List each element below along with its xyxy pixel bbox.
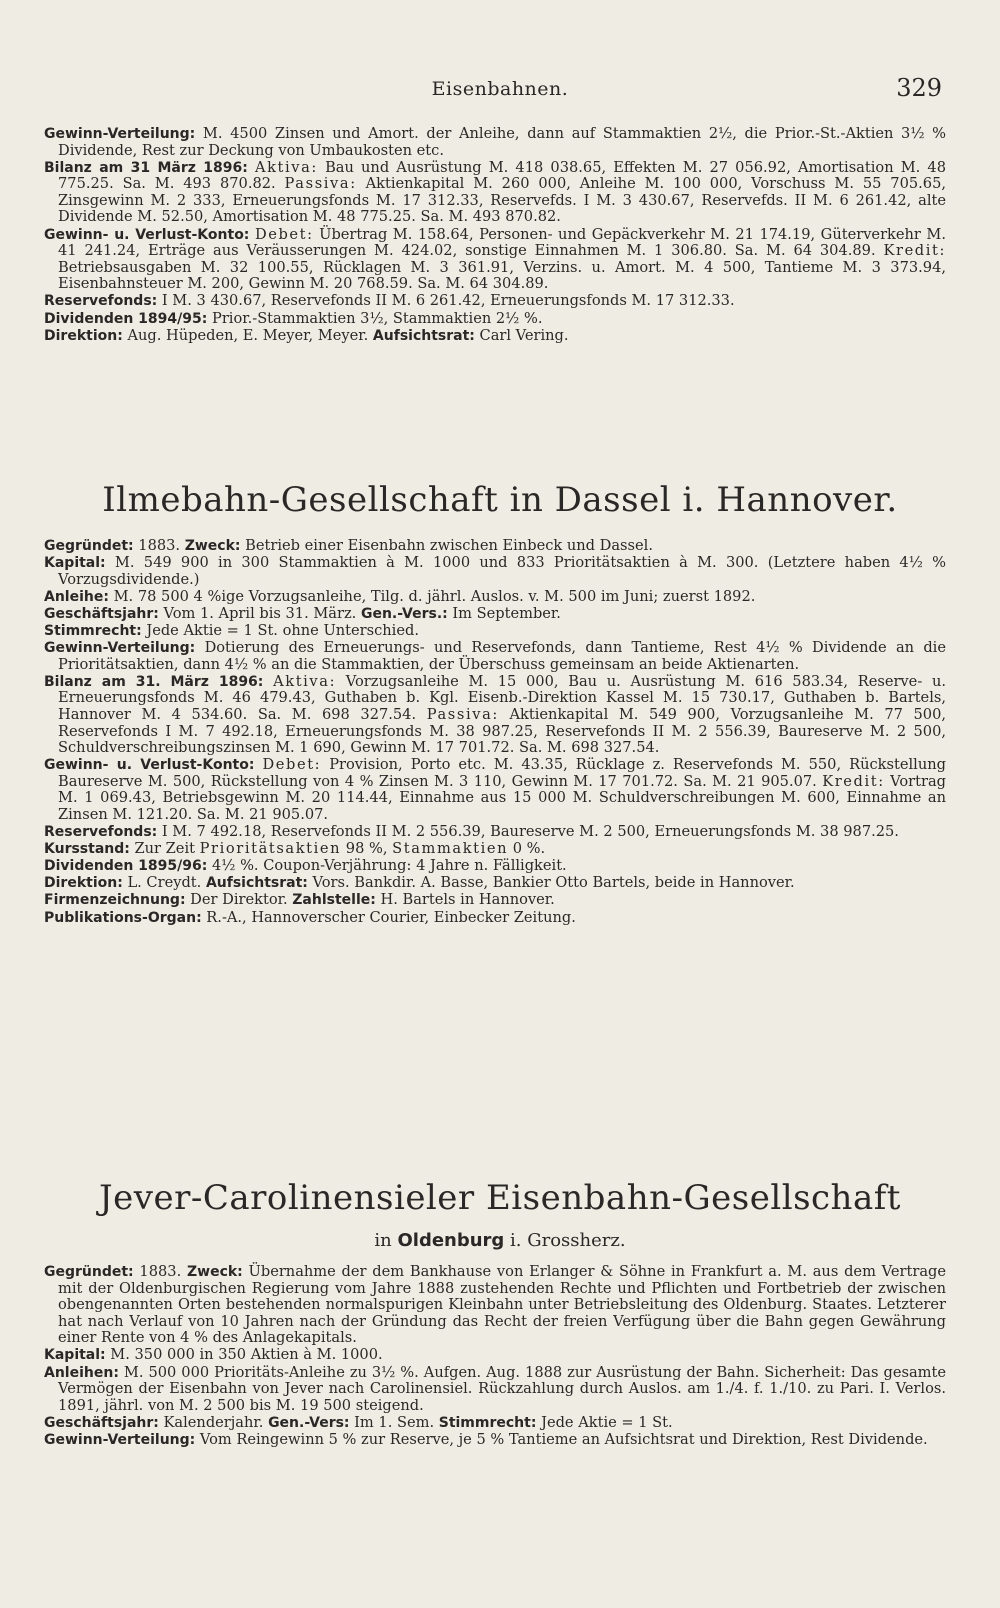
entry-label: Bilanz am 31 März 1896: xyxy=(44,159,248,176)
entry-label: Stimmrecht: xyxy=(438,1414,537,1431)
entry-text xyxy=(263,673,273,690)
entry-label: Anleihen: xyxy=(44,1364,119,1381)
entry-text: Betriebsausgaben M. 32 100.55, Rücklagen M. 3 361.91, Verzins. u. Amort. M. 4 500, Tantieme M. 3 373.94, Eisenbahnsteuer M. 200, Gewinn M. 20 768.59. Sa. M. 64 304.89. xyxy=(58,258,946,293)
section-jever xyxy=(44,1264,946,1449)
entry-label: Gewinn- u. Verlust-Konto: xyxy=(44,226,250,243)
entry-label: Gewinn-Verteilung: xyxy=(44,126,196,142)
company-location-jever xyxy=(0,1230,1000,1251)
entry-subheading: Kredit: xyxy=(883,242,946,260)
entry-label: Kapital: xyxy=(44,555,106,572)
entry xyxy=(44,1347,946,1364)
entry-label: Gewinn- u. Verlust-Konto: xyxy=(44,757,255,774)
entry xyxy=(44,1365,946,1415)
entry-subheading: Debet: xyxy=(262,756,322,774)
section-ilmebahn xyxy=(44,538,946,927)
entry-label: Geschäftsjahr: xyxy=(44,1414,159,1431)
entry xyxy=(44,623,946,640)
company-title-jever: Jever-Carolinensieler Eisenbahn-Gesellschaft xyxy=(99,1178,901,1218)
entry-subheading: Aktiva: xyxy=(273,672,337,690)
entry-text: Übernahme der dem Bankhause von Erlanger & Söhne in Frankfurt a. M. aus dem Vertrage mit der Oldenburgischen Regierung vom Jahre 1888 zustehenden Rechte und Pflichten und Fortbetrieb der zwischen obengenannten Orten bestehenden normalspurigen Kleinbahn unter Betriebsleitung des Oldenburg. Staates. Letzterer hat nach Verlauf von 10 Jahren nach der Gründung das Recht der freien Verfügung über die Bahn gegen Gewährung einer Rente von 4 % des Anlagekapitals. xyxy=(58,1263,947,1347)
entry-subheading: Passiva: xyxy=(284,175,357,193)
entry-label: Reservefonds: xyxy=(44,293,158,310)
entry-text: Aktienkapital M. 549 900, Vorzugsanleihe M. 77 500, Reservefonds I M. 7 492.18, Erneuerungsfonds M. 38 987.25, Reservefonds II M. 2 556.39, Baureserve M. 2 500, Schuldverschreibungszinsen M. 1 690, Gewinn M. 17 701.72. Sa. M. 698 327.54. xyxy=(58,705,946,757)
entry-text: Provision, Porto etc. M. 43.35, Rücklage z. Reservefonds M. 550, Rückstellung Baureserve M. 500, Rückstellung von 4 % Zinsen M. 3 110, Gewinn M. 17 701.72. Sa. M. 21 905.07. xyxy=(58,756,946,790)
entry-label: Publikations-Organ: xyxy=(44,909,202,926)
entry-text: Vom 1. April bis 31. März. xyxy=(158,604,361,622)
entry xyxy=(44,875,946,892)
entry-label: Zweck: xyxy=(186,1264,243,1280)
entry-label: Bilanz am 31. März 1896: xyxy=(44,673,264,690)
entry-text: Dotierung des Erneuerungs- und Reservefonds, dann Tantieme, Rest 4½ % Dividende an die Prioritätsaktien, dann 4½ % an die Stammaktien, der Überschuss gemeinsam an beide Aktienarten. xyxy=(58,639,946,673)
entry xyxy=(44,311,946,328)
entry-subheading: Kredit: xyxy=(822,772,885,790)
entry xyxy=(44,126,946,159)
entry xyxy=(44,640,946,673)
entry-text: M. 549 900 in 300 Stammaktien à M. 1000 und 833 Prioritätsaktien à M. 300. (Letztere haben 4½ % Vorzugsdividende.) xyxy=(58,554,946,588)
entry xyxy=(44,555,946,588)
entry-text: M. 350 000 in 350 Aktien à M. 1000. xyxy=(105,1346,383,1364)
entry-text: Der Direktor. xyxy=(185,891,293,909)
entry xyxy=(44,160,946,226)
entry-text: M. 4500 Zinsen und Amort. der Anleihe, dann auf Stammaktien 2½, die Prior.-St.-Aktien 3½ % Dividende, Rest zur Deckung von Umbaukosten etc. xyxy=(58,125,946,159)
entry-subheading: Aktiva: xyxy=(254,158,318,176)
entry-text: 1883. xyxy=(133,1263,187,1280)
entry-text: I M. 7 492.18, Reservefonds II M. 2 556.39, Baureserve M. 2 500, Erneuerungsfonds M. 38 987.25. xyxy=(157,823,899,841)
entry-text: Übertrag M. 158.64, Personen- und Gepäckverkehr M. 21 174.19, Güterverkehr M. 41 241.24, Erträge aus Veräusserungen M. 424.02, sonstige Einnahmen M. 1 306.80. Sa. M. 64 304.89. xyxy=(58,225,946,260)
entry xyxy=(44,1432,946,1449)
entry-text: Im September. xyxy=(447,604,561,622)
section-eisenbahn-continued xyxy=(44,126,946,345)
entry-label: Kapital: xyxy=(44,1347,106,1364)
entry-text: Kalenderjahr. xyxy=(158,1413,269,1431)
entry xyxy=(44,910,946,927)
entry xyxy=(44,841,946,858)
entry-label: Zahlstelle: xyxy=(292,892,376,909)
entry-text: M. 78 500 4 %ige Vorzugsanleihe, Tilg. d. jährl. Auslos. v. M. 500 im Juni; zuerst 1892. xyxy=(108,587,756,605)
entry-text: M. 500 000 Prioritäts-Anleihe zu 3½ %. Aufgen. Aug. 1888 zur Ausrüstung der Bahn. Sicherheit: Das gesamte Vermögen der Eisenbahn von Jever nach Carolinensiel. Rückzahlung durch Auslos. am 1./4. f. 1./10. zu Pari. I. Verlos. 1891, jährl. von M. 2 500 bis M. 19 500 steigend. xyxy=(58,1363,946,1414)
entry-label: Gegründet: xyxy=(44,538,134,554)
entry-text: L. Creydt. xyxy=(122,874,206,892)
entry-label: Firmenzeichnung: xyxy=(44,892,186,909)
entry-text: 1883. xyxy=(133,537,185,554)
entry-text: Betrieb einer Eisenbahn zwischen Einbeck und Dassel. xyxy=(240,537,653,554)
entry xyxy=(44,293,946,310)
entry-text: Aktienkapital M. 260 000, Anleihe M. 100 000, Vorschuss M. 55 705.65, Zinsgewinn M. 2 333, Erneuerungsfonds M. 17 312.33, Reservefds. I M. 3 430.67, Reservefds. II M. 6 261.42, alte Dividende M. 52.50, Amortisation M. 48 775.25. Sa. M. 493 870.82. xyxy=(58,175,947,226)
entry-text: Im 1. Sem. xyxy=(349,1413,439,1431)
entry-text: Bau und Ausrüstung M. 418 038.65, Effekten M. 27 056.92, Amortisation M. 48 775.25. Sa. M. 493 870.82. xyxy=(58,158,947,193)
entry xyxy=(44,824,946,841)
entry-text: I M. 3 430.67, Reservefonds II M. 6 261.42, Erneuerungsfonds M. 17 312.33. xyxy=(157,292,735,310)
entry-text: Prior.-Stammaktien 3½, Stammaktien 2½ %. xyxy=(207,309,543,327)
location-suffix: i. Grossherz. xyxy=(504,1230,626,1251)
entry-text: Vors. Bankdir. A. Basse, Bankier Otto Bartels, beide in Hannover. xyxy=(307,874,795,892)
entry-text xyxy=(248,159,255,176)
entry-text: 0 %. xyxy=(508,840,546,858)
entry xyxy=(44,606,946,623)
entry xyxy=(44,328,946,345)
entry-label: Aufsichtsrat: xyxy=(205,875,308,892)
entry xyxy=(44,227,946,293)
entry-label: Reservefonds: xyxy=(44,824,158,841)
entry-text: H. Bartels in Hannover. xyxy=(375,891,555,909)
running-title: Eisenbahnen. xyxy=(431,78,569,100)
entry-text: Zur Zeit xyxy=(129,840,200,858)
entry xyxy=(44,757,946,823)
entry xyxy=(44,1264,946,1347)
entry-label: Stimmrecht: xyxy=(44,622,142,639)
entry xyxy=(44,589,946,606)
location-prefix: in xyxy=(374,1230,398,1251)
entry-text: Jede Aktie = 1 St. ohne Unterschied. xyxy=(141,621,419,639)
entry-label: Gen.-Vers.: xyxy=(360,605,448,622)
entry-text: 4½ %. Coupon-Verjährung: 4 Jahre n. Fälligkeit. xyxy=(207,857,567,875)
entry-text: Vortrag M. 1 069.43, Betriebsgewinn M. 20 114.44, Einnahme aus 15 000 M. Schuldverschreibungen M. 600, Einnahme an Zinsen M. 121.20. Sa. M. 21 905.07. xyxy=(58,772,946,823)
entry-label: Dividenden 1894/95: xyxy=(44,310,208,327)
entry xyxy=(44,674,946,757)
entry-text: 98 %, xyxy=(341,840,393,858)
entry xyxy=(44,892,946,909)
entry-subheading: Debet: xyxy=(254,225,314,243)
entry-text: Vom Reingewinn 5 % zur Reserve, je 5 % Tantieme an Aufsichtsrat und Direktion, Rest Dividende. xyxy=(195,1430,928,1448)
entry-subheading: Stammaktien xyxy=(392,840,509,858)
entry-label: Kursstand: xyxy=(44,841,130,858)
entry-label: Dividenden 1895/96: xyxy=(44,858,208,875)
entry-label: Gen.-Vers: xyxy=(268,1414,350,1431)
entry-text: Vorzugsanleihe M. 15 000, Bau u. Ausrüstung M. 616 583.34, Reserve- u. Erneuerungsfonds M. 46 479.43, Guthaben b. Kgl. Eisenb.-Direktion Kassel M. 15 730.17, Guthaben b. Bartels, Hannover M. 4 534.60. Sa. M. 698 327.54. xyxy=(58,672,946,723)
entry-label: Gegründet: xyxy=(44,1264,134,1280)
entry-label: Anleihe: xyxy=(44,588,109,605)
entry-label: Aufsichtsrat: xyxy=(372,327,475,344)
entry-label: Zweck: xyxy=(184,538,241,554)
entry-text: Carl Vering. xyxy=(474,326,569,344)
page-number: 329 xyxy=(896,74,942,102)
entry-label: Direktion: xyxy=(44,327,123,344)
company-title-ilmebahn: Ilmebahn-Gesellschaft in Dassel i. Hannover. xyxy=(102,480,898,520)
entry xyxy=(44,538,946,555)
entry-label: Geschäftsjahr: xyxy=(44,605,159,622)
entry-text: R.-A., Hannoverscher Courier, Einbecker Zeitung. xyxy=(201,908,576,926)
entry-label: Direktion: xyxy=(44,875,123,892)
entry-subheading: Prioritätsaktien xyxy=(199,840,342,858)
entry-subheading: Passiva: xyxy=(426,705,499,723)
entry-text: Aug. Hüpeden, E. Meyer, Meyer. xyxy=(122,326,373,344)
entry xyxy=(44,1415,946,1432)
entry-label: Gewinn-Verteilung: xyxy=(44,640,196,657)
entry xyxy=(44,858,946,875)
location-city: Oldenburg xyxy=(397,1230,505,1251)
entry-text: Jede Aktie = 1 St. xyxy=(536,1413,673,1431)
entry-label: Gewinn-Verteilung: xyxy=(44,1431,196,1448)
running-head xyxy=(0,74,1000,104)
